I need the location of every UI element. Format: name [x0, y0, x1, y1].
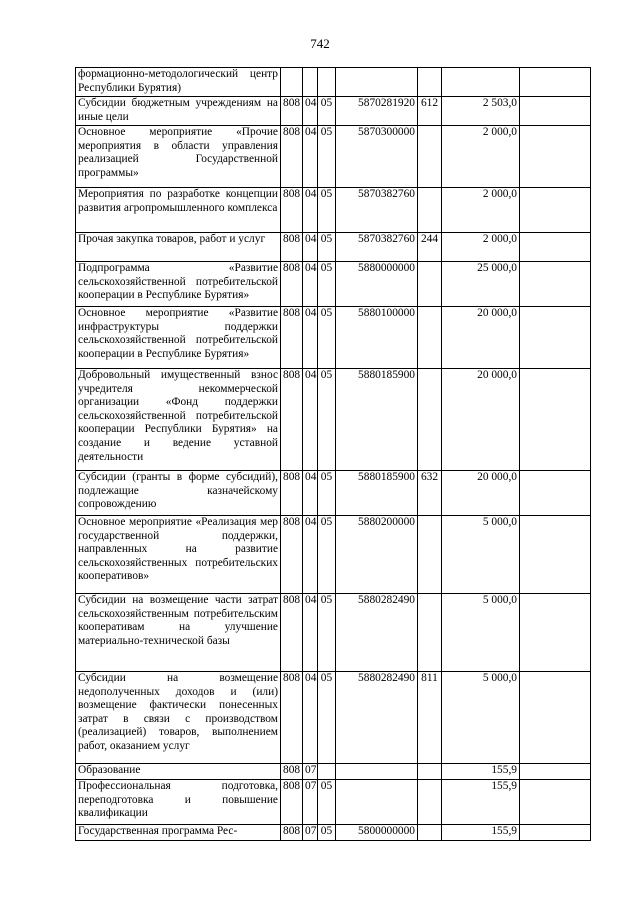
extra-cell [520, 764, 591, 780]
subsection-code: 05 [318, 262, 336, 307]
section-code: 04 [303, 262, 318, 307]
subsection-code: 05 [318, 825, 336, 841]
amount: 2 000,0 [442, 188, 520, 233]
subsection-code: 05 [318, 594, 336, 672]
ministry-code: 808 [281, 825, 303, 841]
extra-cell [520, 825, 591, 841]
section-code: 04 [303, 516, 318, 594]
page-number: 742 [310, 36, 330, 51]
target-article-code: 5880185900 [336, 369, 418, 471]
row-name: Добровольный имущественный взнос учредителя некоммерческой организации «Фонд поддержки сельскохозяйственной потребительской кооперации Республики Бурятия» на создание и ведение уставной деятельности [76, 369, 281, 471]
target-article-code: 5880282490 [336, 672, 418, 764]
section-code: 04 [303, 188, 318, 233]
subsection-code: 05 [318, 97, 336, 126]
extra-cell [520, 188, 591, 233]
table-row [76, 672, 591, 764]
target-article-code: 5870382760 [336, 233, 418, 262]
section-code: 04 [303, 233, 318, 262]
amount: 2 503,0 [442, 97, 520, 126]
section-code: 07 [303, 764, 318, 780]
ministry-code [281, 68, 303, 97]
amount: 5 000,0 [442, 516, 520, 594]
expense-type-code [418, 516, 442, 594]
ministry-code: 808 [281, 307, 303, 369]
expense-type-code [418, 126, 442, 188]
subsection-code: 05 [318, 126, 336, 188]
row-name: Профессиональная подготовка, переподготовка и повышение квалификации [76, 780, 281, 825]
target-article-code: 5870300000 [336, 126, 418, 188]
ministry-code: 808 [281, 233, 303, 262]
ministry-code: 808 [281, 262, 303, 307]
table-row [76, 262, 591, 307]
amount: 20 000,0 [442, 369, 520, 471]
target-article-code: 5800000000 [336, 825, 418, 841]
target-article-code: 5870281920 [336, 97, 418, 126]
expense-type-code [418, 764, 442, 780]
section-code: 04 [303, 594, 318, 672]
expense-type-code: 244 [418, 233, 442, 262]
ministry-code: 808 [281, 764, 303, 780]
target-article-code [336, 764, 418, 780]
target-article-code: 5880200000 [336, 516, 418, 594]
amount: 155,9 [442, 780, 520, 825]
table-row [76, 594, 591, 672]
amount: 20 000,0 [442, 471, 520, 516]
table-row [76, 764, 591, 780]
amount: 20 000,0 [442, 307, 520, 369]
target-article-code: 5880100000 [336, 307, 418, 369]
subsection-code: 05 [318, 188, 336, 233]
subsection-code: 05 [318, 369, 336, 471]
target-article-code: 5880185900 [336, 471, 418, 516]
section-code: 04 [303, 369, 318, 471]
amount: 2 000,0 [442, 233, 520, 262]
ministry-code: 808 [281, 672, 303, 764]
expense-type-code [418, 594, 442, 672]
extra-cell [520, 97, 591, 126]
ministry-code: 808 [281, 516, 303, 594]
amount: 5 000,0 [442, 672, 520, 764]
amount: 155,9 [442, 764, 520, 780]
section-code: 04 [303, 97, 318, 126]
subsection-code: 05 [318, 516, 336, 594]
table-row [76, 825, 591, 841]
ministry-code: 808 [281, 594, 303, 672]
row-name: Основное мероприятие «Прочие мероприятия в области управления реализацией Государственной программы» [76, 126, 281, 188]
section-code: 04 [303, 672, 318, 764]
target-article-code: 5880000000 [336, 262, 418, 307]
target-article-code: 5880282490 [336, 594, 418, 672]
section-code: 04 [303, 471, 318, 516]
expense-type-code: 632 [418, 471, 442, 516]
row-name: Мероприятия по разработке концепции развития агропромышленного комплекса [76, 188, 281, 233]
amount [442, 68, 520, 97]
section-code: 07 [303, 780, 318, 825]
ministry-code: 808 [281, 188, 303, 233]
target-article-code [336, 780, 418, 825]
row-name: Образование [76, 764, 281, 780]
subsection-code: 05 [318, 780, 336, 825]
expense-type-code [418, 369, 442, 471]
ministry-code: 808 [281, 126, 303, 188]
row-name: Основное мероприятие «Реализация мер государственной поддержки, направленных на развитие сельскохозяйственных потребительских кооперативов» [76, 516, 281, 594]
extra-cell [520, 369, 591, 471]
table-row [76, 68, 591, 97]
table-row [76, 780, 591, 825]
expense-type-code: 612 [418, 97, 442, 126]
extra-cell [520, 471, 591, 516]
table-row [76, 126, 591, 188]
section-code: 07 [303, 825, 318, 841]
extra-cell [520, 262, 591, 307]
table-row [76, 307, 591, 369]
subsection-code [318, 68, 336, 97]
amount: 25 000,0 [442, 262, 520, 307]
extra-cell [520, 126, 591, 188]
ministry-code: 808 [281, 97, 303, 126]
subsection-code [318, 764, 336, 780]
section-code: 04 [303, 126, 318, 188]
extra-cell [520, 672, 591, 764]
extra-cell [520, 780, 591, 825]
row-name: Субсидии бюджетным учреждениям на иные цели [76, 97, 281, 126]
target-article-code: 5870382760 [336, 188, 418, 233]
expense-type-code [418, 68, 442, 97]
row-name: Прочая закупка товаров, работ и услуг [76, 233, 281, 262]
expense-type-code [418, 188, 442, 233]
expense-type-code [418, 825, 442, 841]
extra-cell [520, 307, 591, 369]
table-row [76, 233, 591, 262]
expense-type-code [418, 307, 442, 369]
expense-type-code [418, 262, 442, 307]
row-name: формационно-методологический центр Республики Бурятия) [76, 68, 281, 97]
row-name: Субсидии на возмещение недополученных доходов и (или) возмещение фактически понесенных затрат в связи с производством (реализацией) товаров, выполнением работ, оказанием услуг [76, 672, 281, 764]
extra-cell [520, 233, 591, 262]
section-code: 04 [303, 307, 318, 369]
subsection-code: 05 [318, 471, 336, 516]
row-name: Субсидии (гранты в форме субсидий), подлежащие казначейскому сопровождению [76, 471, 281, 516]
ministry-code: 808 [281, 780, 303, 825]
extra-cell [520, 68, 591, 97]
extra-cell [520, 516, 591, 594]
budget-table [75, 67, 591, 841]
extra-cell [520, 594, 591, 672]
table-row [76, 188, 591, 233]
row-name: Подпрограмма «Развитие сельскохозяйственной потребительской кооперации в Республике Бурятия» [76, 262, 281, 307]
table-row [76, 369, 591, 471]
expense-type-code [418, 780, 442, 825]
amount: 5 000,0 [442, 594, 520, 672]
row-name: Государственная программа Рес- [76, 825, 281, 841]
amount: 2 000,0 [442, 126, 520, 188]
subsection-code: 05 [318, 672, 336, 764]
table-row [76, 516, 591, 594]
table-row [76, 471, 591, 516]
ministry-code: 808 [281, 369, 303, 471]
section-code [303, 68, 318, 97]
subsection-code: 05 [318, 233, 336, 262]
subsection-code: 05 [318, 307, 336, 369]
target-article-code [336, 68, 418, 97]
table-row [76, 97, 591, 126]
ministry-code: 808 [281, 471, 303, 516]
amount: 155,9 [442, 825, 520, 841]
expense-type-code: 811 [418, 672, 442, 764]
row-name: Субсидии на возмещение части затрат сельскохозяйственным потребительским кооперативам на улучшение материально-технической базы [76, 594, 281, 672]
row-name: Основное мероприятие «Развитие инфраструктуры поддержки сельскохозяйственной потребительской кооперации в Республике Бурятия» [76, 307, 281, 369]
